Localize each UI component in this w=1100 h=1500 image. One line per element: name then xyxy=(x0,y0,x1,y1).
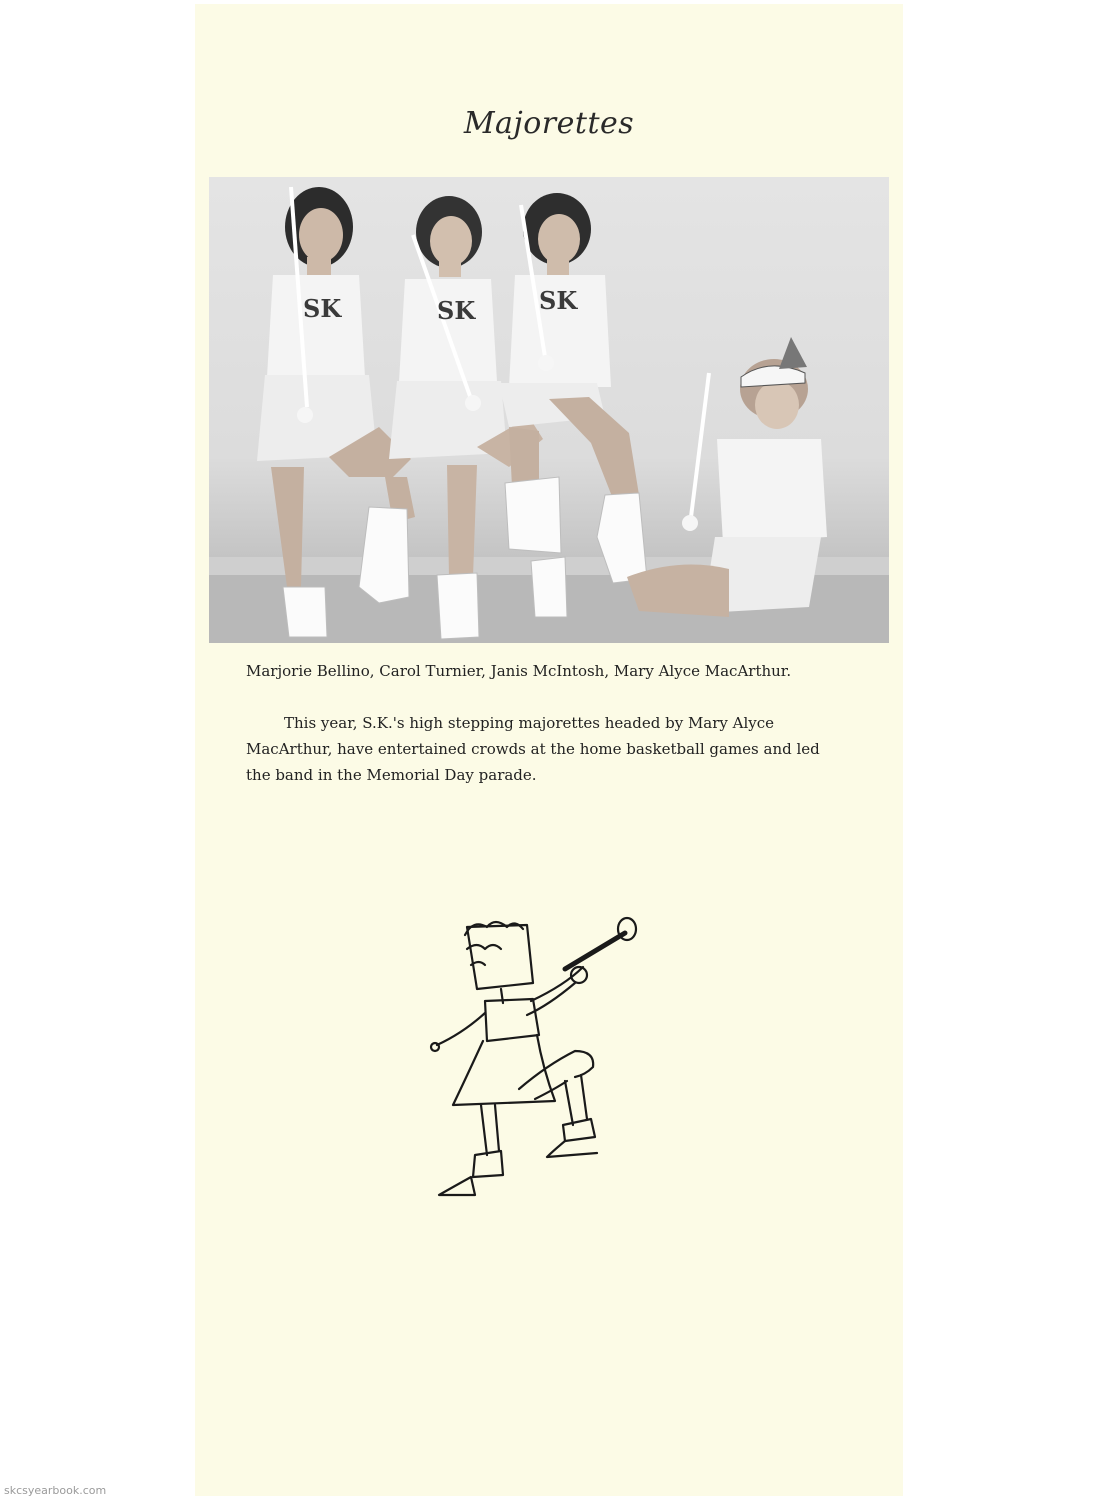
sweater-letters-3: SK xyxy=(539,286,578,315)
watermark-url: skcsyearbook.com xyxy=(4,1484,107,1497)
paragraph-line: This year, S.K.'s high stepping majorettes headed by Mary Alyce xyxy=(284,714,775,732)
paragraph-line: the band in the Memorial Day parade. xyxy=(246,766,537,784)
majorette-figure-4 xyxy=(627,337,827,617)
page-title: Majorettes xyxy=(463,106,635,141)
article-paragraph xyxy=(246,710,886,788)
majorettes-photo xyxy=(209,177,889,643)
paragraph-line: MacArthur, have entertained crowds at the home basketball games and led xyxy=(246,740,820,758)
majorette-sketch-illustration xyxy=(415,905,655,1210)
sweater-letters-1: SK xyxy=(303,294,342,323)
sweater-letters-2: SK xyxy=(437,296,476,325)
majorette-figure-3 xyxy=(499,193,647,617)
photo-caption: Marjorie Bellino, Carol Turnier, Janis McIntosh, Mary Alyce MacArthur. xyxy=(246,662,792,680)
